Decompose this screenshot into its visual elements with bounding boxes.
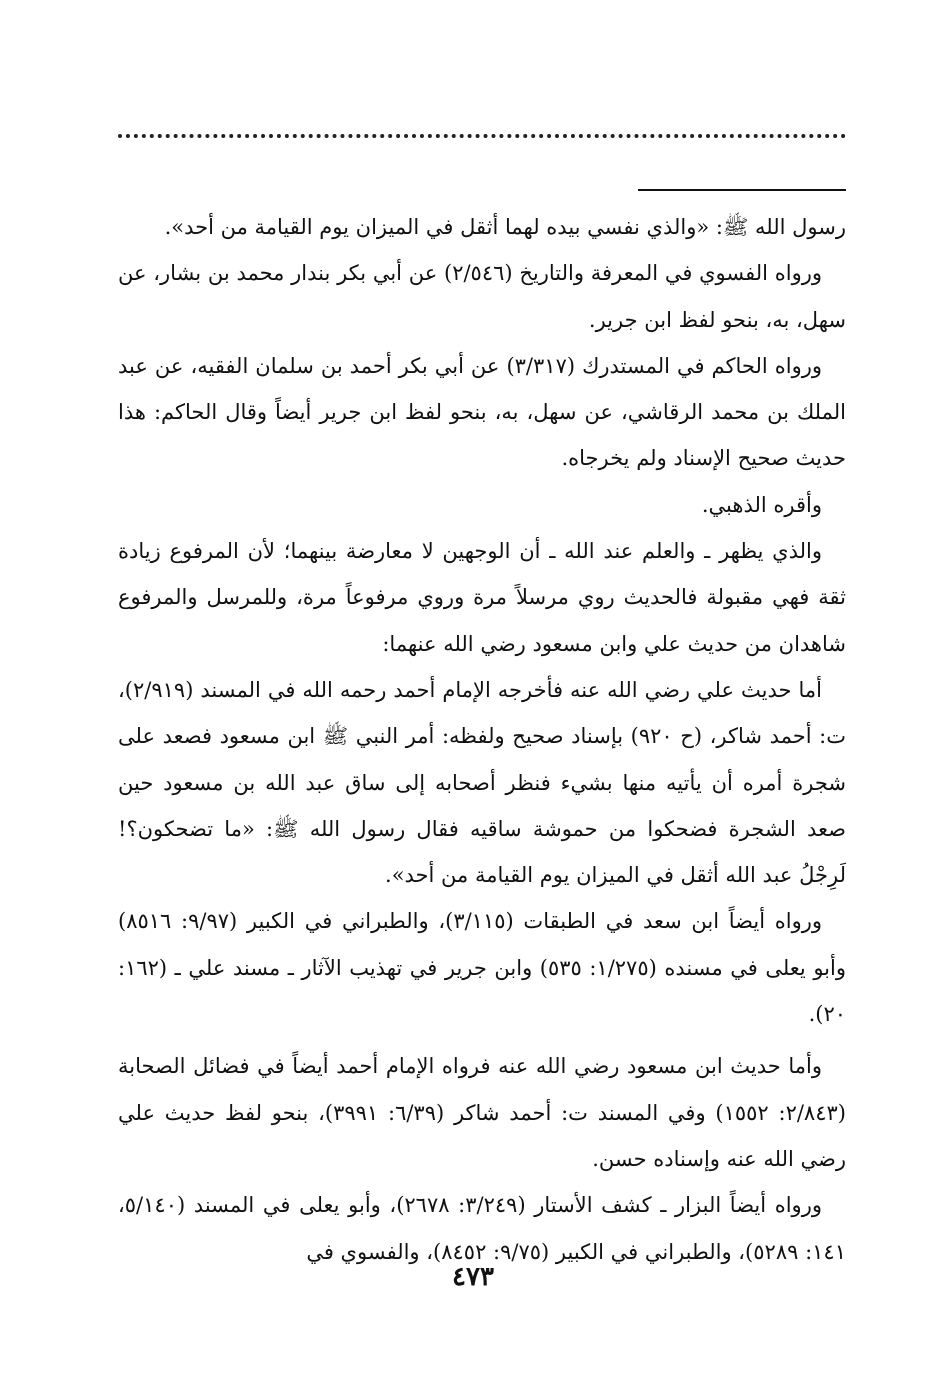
paragraph-3: ورواه الحاكم في المستدرك (٣/٣١٧) عن أبي بكر أحمد بن سلمان الفقيه، عن عبد الملك بن محمد الرقاشي، عن سهل، به، بنحو لفظ ابن جرير أيضاً وقال الحاكم: هذا حديث صحيح الإسناد ولم يخرجاه.	[118, 353, 846, 471]
paragraph-9: ورواه أيضاً البزار ـ كشف الأستار (٣/٢٤٩: ٢٦٧٨)، وأبو يعلى في المسند (٥/١٤٠، ١٤١: ٥٢٨٩)، والطبراني في الكبير (٩/٧٥: ٨٤٥٢)، والفسوي في	[118, 1193, 846, 1264]
footnote-separator-line	[638, 189, 846, 191]
paragraph-6: أما حديث علي رضي الله عنه فأخرجه الإمام أحمد رحمه الله في المسند (٢/٩١٩)، ت: أحمد شاكر، (ح ٩٢٠) بإسناد صحيح ولفظه: أمر النبي ﷺ ابن مسعود فصعد على شجرة أمره أن يأتيه منها بشيء فنظر أصحابه إلى ساق عبد الله بن مسعود حين صعد الشجرة فضحكوا من حموشة ساقيه فقال رسول الله ﷺ: «ما تضحكون؟! لَرِجْلُ عبد الله أثقل في الميزان يوم القيامة من أحد».	[118, 677, 846, 888]
paragraph-5: والذي يظهر ـ والعلم عند الله ـ أن الوجهين لا معارضة بينهما؛ لأن المرفوع زيادة ثقة فهي مقبولة فالحديث روي مرسلاً مرة وروي مرفوعاً مرة، وللمرسل والمرفوع شاهدان من حديث علي وابن مسعود رضي الله عنهما:	[118, 539, 846, 656]
paragraph-1: رسول الله ﷺ: «والذي نفسي بيده لهما أثقل في الميزان يوم القيامة من أحد».	[164, 215, 846, 239]
paragraph-2: ورواه الفسوي في المعرفة والتاريخ (٢/٥٤٦) عن أبي بكر بندار محمد بن بشار، عن سهل، به، بنحو لفظ ابن جرير.	[118, 261, 846, 332]
paragraph-8: وأما حديث ابن مسعود رضي الله عنه فرواه الإمام أحمد أيضاً في فضائل الصحابة (٢/٨٤٣: ١٥٥٢) وفي المسند ت: أحمد شاكر (٦/٣٩: ٣٩٩١)، بنحو لفظ حديث علي رضي الله عنه وإسناده حسن.	[118, 1054, 846, 1171]
footnote-text-block	[118, 204, 846, 1275]
page-number: ٤٧٣	[452, 1262, 494, 1292]
paragraph-7: ورواه أيضاً ابن سعد في الطبقات (٣/١١٥)، والطبراني في الكبير (٩/٩٧: ٨٥١٦) وأبو يعلى في مسنده (١/٢٧٥: ٥٣٥) وابن جرير في تهذيب الآثار ـ مسند علي ـ (١٦٢: ٢٠).	[118, 909, 846, 1027]
dotted-separator	[118, 134, 846, 138]
paragraph-4: وأقره الذهبي.	[701, 492, 822, 517]
